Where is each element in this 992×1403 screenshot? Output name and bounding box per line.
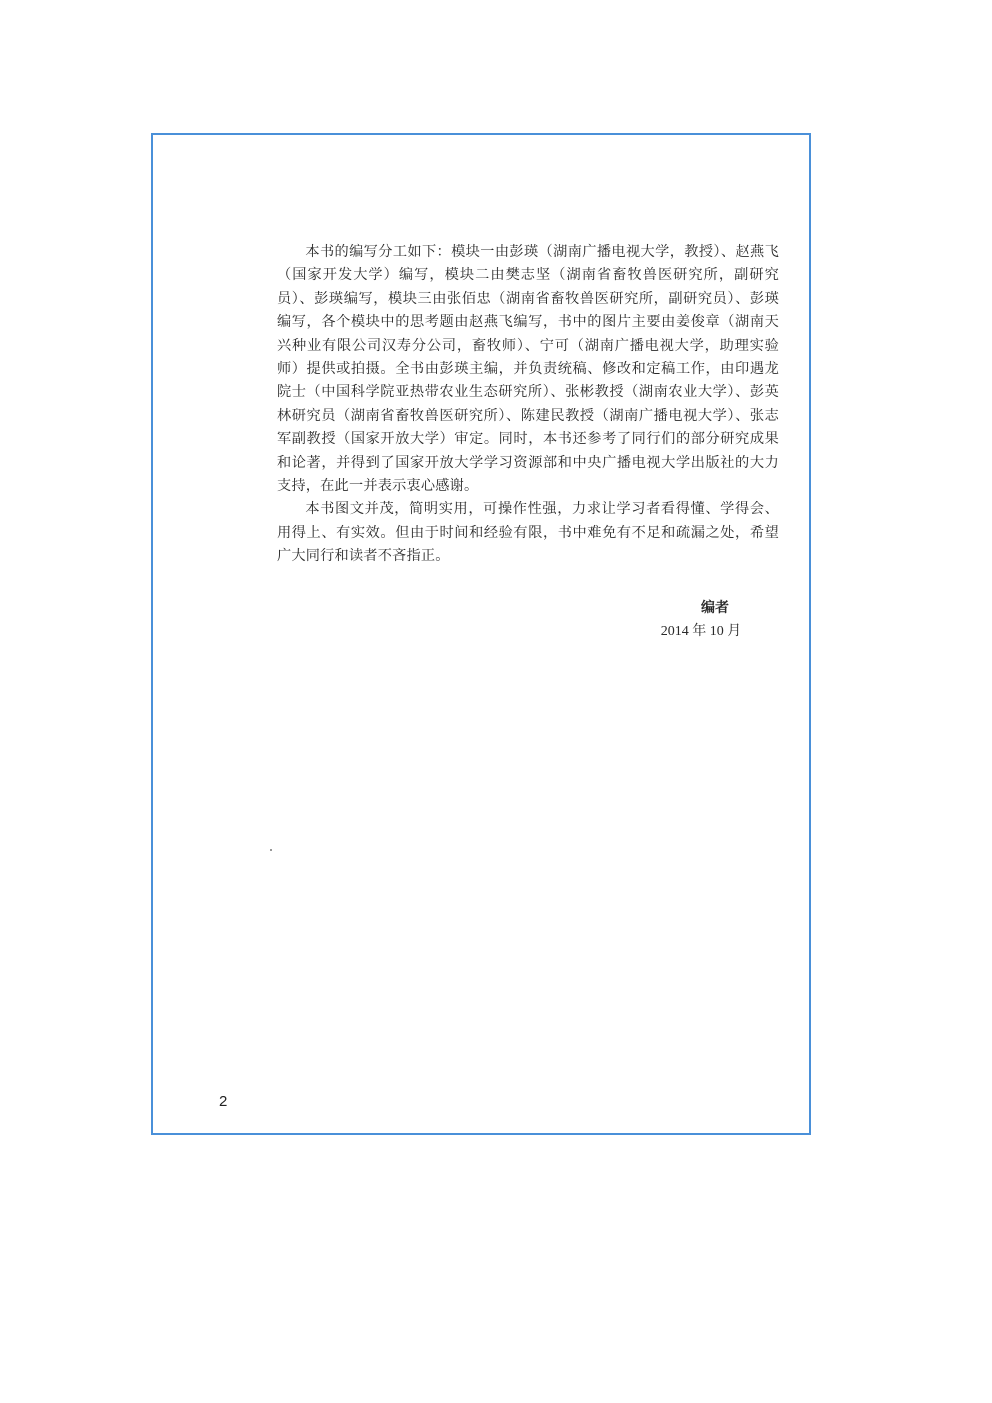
page-number: 2 — [219, 1093, 228, 1110]
scan-speck — [270, 849, 272, 851]
paragraph-authorship: 本书的编写分工如下：模块一由彭瑛（湖南广播电视大学，教授）、赵燕飞（国家开发大学）编写，模块二由樊志坚（湖南省畜牧兽医研究所，副研究员）、彭瑛编写，模块三由张佰忠（湖南省畜牧兽医研究所，副研究员）、彭瑛编写，各个模块中的思考题由赵燕飞编写，书中的图片主要由姜俊章（湖南天兴种业有限公司汉寿分公司，畜牧师）、宁可（湖南广播电视大学，助理实验师）提供或拍摄。全书由彭瑛主编，并负责统稿、修改和定稿工作，由印遇龙院士（中国科学院亚热带农业生态研究所）、张彬教授（湖南农业大学）、彭英林研究员（湖南省畜牧兽医研究所）、陈建民教授（湖南广播电视大学）、张志军副教授（国家开放大学）审定。同时，本书还参考了同行们的部分研究成果和论著，并得到了国家开放大学学习资源部和中央广播电视大学出版社的大力支持，在此一并表示衷心感谢。 — [277, 244, 779, 495]
signature-date: 2014 年 10 月 — [660, 624, 742, 639]
signature-block — [641, 597, 761, 643]
signature-author: 编者 — [701, 600, 729, 616]
paragraph-closing: 本书图文并茂，简明实用，可操作性强，力求让学习者看得懂、学得会、用得上、有实效。但由于时间和经验有限，书中难免有不足和疏漏之处，希望广大同行和读者不吝指正。 — [277, 501, 779, 565]
body-text — [277, 241, 779, 569]
page-frame — [151, 133, 811, 1135]
